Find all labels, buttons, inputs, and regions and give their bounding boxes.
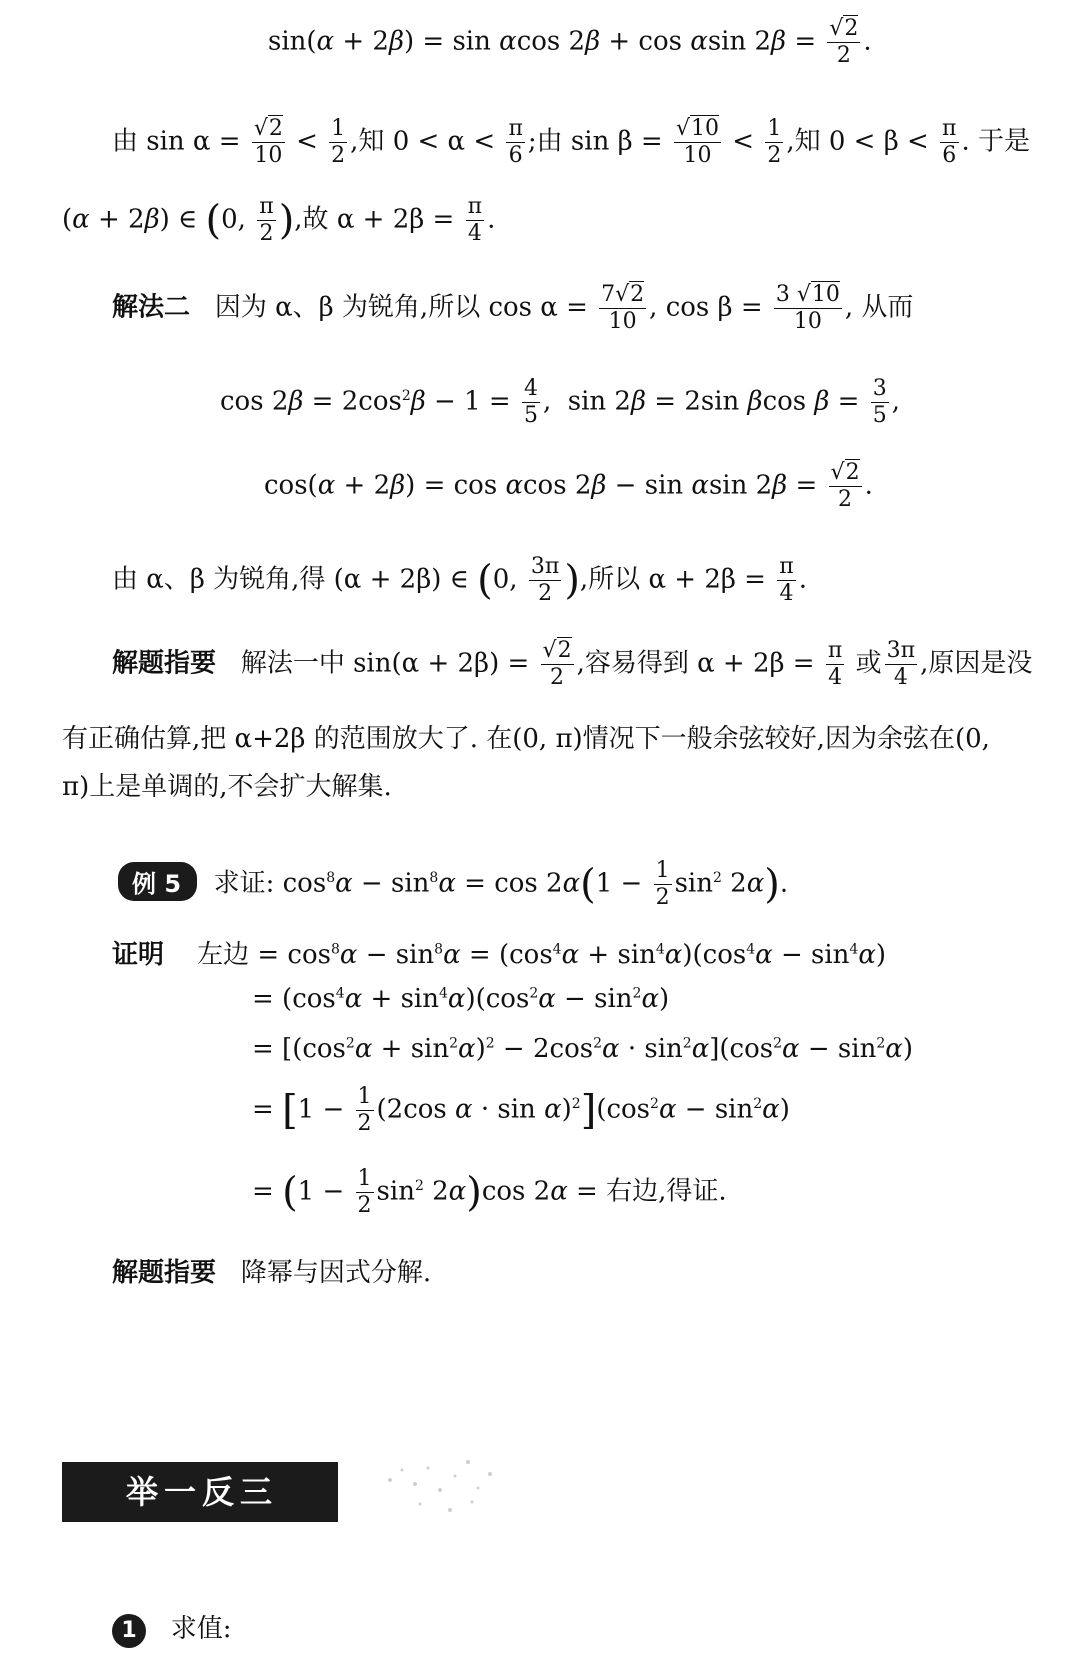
- equation-sin-sum: sin(α + 2β) = sin αcos 2β + cos αsin 2β = $\frac{√2}{2}$ .: [268, 16, 872, 68]
- tip-label-2: 解题指要: [112, 1258, 217, 1288]
- text-line-range: 由 sin α = $\frac{√2}{10}$ < $\frac{1}{2}$ ,知 0 < α < $\frac{\pi}{6}$ ;由 sin β = $\frac{√10}{10}$ < $\frac{1}{2}$ ,知 0 < β < $\frac{\pi}{6}$ . 于是: [112, 116, 1031, 168]
- proof-step3: = $[(\cos^2\alpha + \sin^2\alpha)^2 - 2\cos^2\alpha \cdot \sin^2\alpha](\cos^2\alpha - \sin^2\alpha)$: [252, 1034, 913, 1064]
- equation-cos-sum: cos(α + 2β) = cos αcos 2β − sin αsin 2β = $\frac{√2}{2}$ .: [264, 460, 873, 512]
- proof-step5: = (1 − $\frac{1}{2}$ $\sin^2 2\alpha)\cos$ 2α = 右边,得证.: [252, 1166, 727, 1218]
- solution2-line: 解法二 因为 α、β 为锐角,所以 cos α = $\frac{7√2}{10}$ , cos β = $\frac{3 √10}{10}$ , 从而: [112, 282, 914, 334]
- proof-step4: = [1 − $\frac{1}{2}$ (2cos $\alpha \cdot \sin \alpha)^2](\cos^2\alpha - \sin^2\alpha)$: [252, 1084, 790, 1136]
- question-text: 求值:: [170, 1614, 232, 1644]
- tip1-line1: 解题指要 解法一中 sin(α + 2β) = $\frac{√2}{2}$ ,容易得到 α + 2β = $\frac{\pi}{4}$ 或 $\frac{3\pi}{4}$ ,原因是没: [112, 638, 1033, 690]
- proof-label: 证明: [112, 940, 165, 970]
- example-badge: 例 5: [118, 862, 197, 901]
- tip1-line3: π)上是单调的,不会扩大解集.: [62, 772, 392, 802]
- section-banner: 举一反三: [62, 1462, 338, 1522]
- question-1: [112, 1608, 232, 1648]
- tip2-line: 解题指要 降幂与因式分解.: [112, 1258, 432, 1288]
- acute-conclusion: 由 α、β 为锐角,得 (α + 2β) ∈ (0, $\frac{3\pi}{2}$ ),所以 α + 2β = $\frac{\pi}{4}$ .: [112, 554, 807, 606]
- tip-label: 解题指要: [112, 648, 217, 679]
- question-number: 1: [112, 1614, 146, 1648]
- solution2-label: 解法二: [112, 292, 191, 323]
- example5-line: 例 5 求证: $\cos^8\alpha - \sin^8\alpha = \cos 2\alpha(1$ − $\frac{1}{2}$ $\sin^2 2\alpha$).: [118, 860, 788, 909]
- tip1-line2: 有正确估算,把 α+2β 的范围放大了. 在(0, π)情况下一般余弦较好,因为余弦在(0,: [62, 724, 990, 754]
- scan-noise-decoration: [380, 1440, 510, 1530]
- proof-step1: 证明 左边 = $\cos^8\alpha - \sin^8\alpha = (\cos^4\alpha + \sin^4\alpha)(\cos^4\alpha - \sin^4\alpha)$: [112, 940, 887, 970]
- proof-step2: = $(\cos^4\alpha + \sin^4\alpha)(\cos^2\alpha - \sin^2\alpha)$: [252, 984, 670, 1014]
- text-line-conclusion: (α + 2β) ∈ (0, $\frac{\pi}{2}$ ),故 α + 2β = $\frac{\pi}{4}$ .: [62, 194, 496, 246]
- equation-cos2b-sin2b: $\cos 2\beta = 2\cos^2\beta - 1$ = $\frac{4}{5}$ , sin 2β = 2sin βcos β = $\frac{3}{5}$ ,: [220, 376, 901, 428]
